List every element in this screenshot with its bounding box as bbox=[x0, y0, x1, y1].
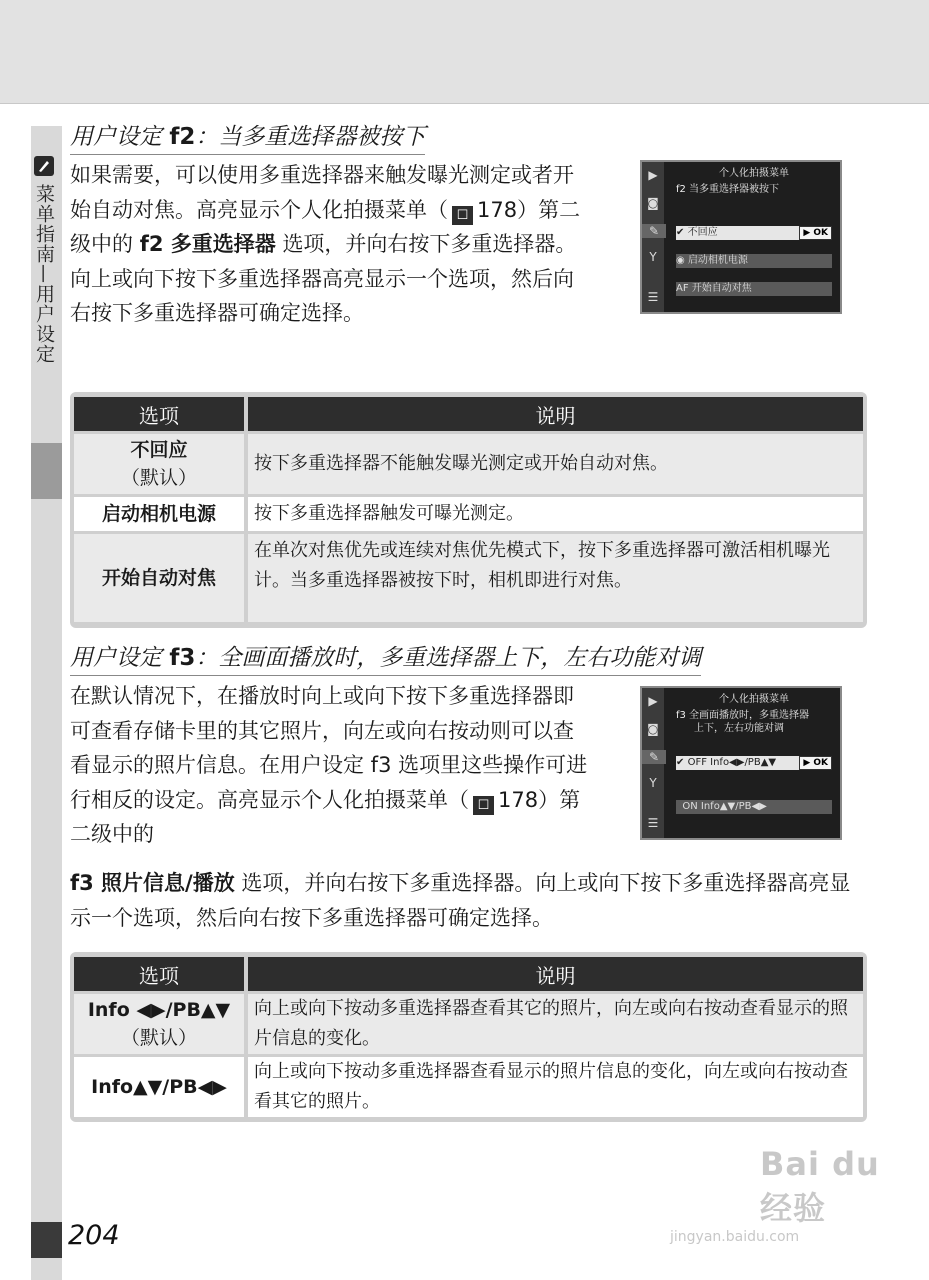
watermark-url: jingyan.baidu.com bbox=[670, 1229, 800, 1245]
f3-options-table bbox=[70, 952, 867, 1122]
default-label: （默认） bbox=[120, 1027, 197, 1049]
heading-code: f3 bbox=[169, 645, 196, 671]
description-cell: 向上或向下按动多重选择器查看其它的照片，向左或向右按动查看显示的照片信息的变化。 bbox=[248, 994, 863, 1054]
screen-option-row bbox=[676, 282, 832, 296]
camera-icon: ◙ bbox=[647, 196, 659, 210]
camera-screen-f2 bbox=[640, 160, 842, 314]
pencil-menu-icon bbox=[34, 156, 54, 176]
table-header-row bbox=[74, 957, 863, 991]
table-header: 说明 bbox=[248, 957, 863, 991]
screen-menu-title: 个人化拍摄菜单 bbox=[719, 694, 789, 705]
para-text: 在默认情况下，在播放时向上或向下按下多重选择器即可查看存储卡里的其它照片，向左或向右按动则可以查看显示的照片信息。在用户设定 f3 选项里这些操作可进行相反的设定。高亮显示个人化拍摄菜单（ bbox=[70, 684, 588, 812]
heading-rest: ：全画面播放时，多重选择器上下，左右功能对调 bbox=[195, 645, 702, 671]
table-header: 选项 bbox=[74, 957, 244, 991]
ok-icon: ▶ OK bbox=[799, 756, 832, 770]
pencil-icon: ✎ bbox=[642, 224, 666, 238]
check-mark-icon: ✔ bbox=[676, 757, 685, 768]
description-cell: 按下多重选择器触发可曝光测定。 bbox=[248, 497, 863, 531]
f2-options-table bbox=[70, 392, 867, 628]
para-text: ）第二级中的 bbox=[70, 787, 581, 846]
screen-tab-column bbox=[642, 162, 664, 312]
page-reference-number: 178 bbox=[498, 787, 539, 812]
sidebar-section-label: 菜单指南—用户设定 bbox=[33, 184, 55, 364]
table-row bbox=[74, 1057, 863, 1117]
screen-item-title: f2 当多重选择器被按下 bbox=[676, 184, 780, 195]
para-bold: f3 照片信息/播放 bbox=[70, 871, 235, 895]
screen-option-row bbox=[676, 254, 832, 268]
camera-screen-f3 bbox=[640, 686, 842, 840]
watermark-logo bbox=[670, 1145, 910, 1245]
screen-option-label: OFF Info◀▶/PB▲▼ bbox=[687, 757, 777, 768]
screen-menu-title: 个人化拍摄菜单 bbox=[719, 168, 789, 179]
table-row bbox=[74, 994, 863, 1054]
af-icon: AF bbox=[676, 283, 689, 294]
page-reference-icon: ☐ bbox=[473, 796, 494, 815]
pencil-icon: ✎ bbox=[642, 750, 666, 764]
sidebar-tab-marker bbox=[31, 443, 62, 499]
option-label: 开始自动对焦 bbox=[101, 567, 216, 589]
screen-tab-column bbox=[642, 688, 664, 838]
screen-option-label: 开始自动对焦 bbox=[691, 283, 752, 294]
option-cell bbox=[74, 994, 244, 1054]
para-text: ）第二级中的 bbox=[70, 197, 581, 256]
screen-item-title: 上下，左右功能对调 bbox=[694, 723, 784, 734]
table-header: 选项 bbox=[74, 397, 244, 431]
option-cell bbox=[74, 1057, 244, 1117]
para-bold: f2 多重选择器 bbox=[139, 232, 276, 256]
description-cell: 在单次对焦优先或连续对焦优先模式下，按下多重选择器可激活相机曝光计。当多重选择器被按下时，相机即进行对焦。 bbox=[248, 534, 863, 622]
table-header: 说明 bbox=[248, 397, 863, 431]
table-row bbox=[74, 534, 863, 622]
heading-rest: ：当多重选择器被按下 bbox=[195, 124, 426, 150]
table-header-row bbox=[74, 397, 863, 431]
option-label: 启动相机电源 bbox=[101, 503, 216, 525]
heading-prefix: 用户设定 bbox=[70, 645, 162, 671]
f2-description bbox=[70, 158, 590, 331]
ok-icon: ▶ OK bbox=[799, 226, 832, 240]
screen-option-label: 启动相机电源 bbox=[687, 255, 748, 266]
screen-item-title: f3 全画面播放时，多重选择器 bbox=[676, 710, 810, 721]
screen-option-row bbox=[676, 226, 832, 240]
wrench-icon: Y bbox=[649, 250, 657, 264]
option-cell bbox=[74, 434, 244, 494]
option-cell bbox=[74, 497, 244, 531]
para-text: 选项，并向右按下多重选择器。向上或向下按下多重选择器高亮显示一个选项，然后向右按下多重选择器可确定选择。 bbox=[70, 871, 851, 930]
para-text: 如果需要，可以使用多重选择器来触发曝光测定或者开始自动对焦。高亮显示个人化拍摄菜单（ bbox=[70, 163, 574, 222]
para-text: 选项，并向右按下多重选择器。向上或向下按下多重选择器高亮显示一个选项，然后向右按下多重选择器可确定选择。 bbox=[70, 232, 577, 325]
playback-icon: ▶ bbox=[648, 694, 658, 708]
section-heading-f2 bbox=[70, 122, 425, 155]
description-cell: 按下多重选择器不能触发曝光测定或开始自动对焦。 bbox=[248, 434, 863, 494]
heading-prefix: 用户设定 bbox=[70, 124, 162, 150]
menu-list-icon: ☰ bbox=[647, 290, 659, 304]
option-label: Info ◀▶/PB▲▼ bbox=[87, 999, 231, 1021]
section-heading-f3 bbox=[70, 643, 701, 676]
default-label: （默认） bbox=[120, 467, 197, 489]
watermark-brand: Bai du 经验 bbox=[760, 1145, 880, 1227]
power-icon: ◉ bbox=[676, 255, 685, 266]
page-reference-number: 178 bbox=[477, 197, 518, 222]
screen-option-label: ON Info▲▼/PB◀▶ bbox=[682, 801, 767, 812]
option-label: 不回应 bbox=[130, 439, 188, 461]
top-band bbox=[0, 0, 929, 104]
heading-code: f2 bbox=[169, 124, 196, 150]
sidebar-tab-marker bbox=[31, 1222, 62, 1258]
description-cell: 向上或向下按动多重选择器查看显示的照片信息的变化，向左或向右按动查看其它的照片。 bbox=[248, 1057, 863, 1117]
wrench-icon: Y bbox=[649, 776, 657, 790]
option-cell bbox=[74, 534, 244, 622]
playback-icon: ▶ bbox=[648, 168, 658, 182]
check-mark-icon: ✔ bbox=[676, 227, 685, 238]
f3-description-top bbox=[70, 679, 590, 859]
table-row bbox=[74, 497, 863, 531]
f3-description-bottom bbox=[70, 866, 870, 935]
option-label: Info▲▼/PB◀▶ bbox=[91, 1076, 227, 1098]
screen-option-label: 不回应 bbox=[687, 227, 718, 238]
camera-icon: ◙ bbox=[647, 722, 659, 736]
screen-option-row bbox=[676, 756, 832, 770]
menu-list-icon: ☰ bbox=[647, 816, 659, 830]
page-reference-icon: ☐ bbox=[452, 206, 473, 225]
table-row bbox=[74, 434, 863, 494]
page-number: 204 bbox=[68, 1220, 120, 1251]
screen-option-row bbox=[676, 800, 832, 814]
